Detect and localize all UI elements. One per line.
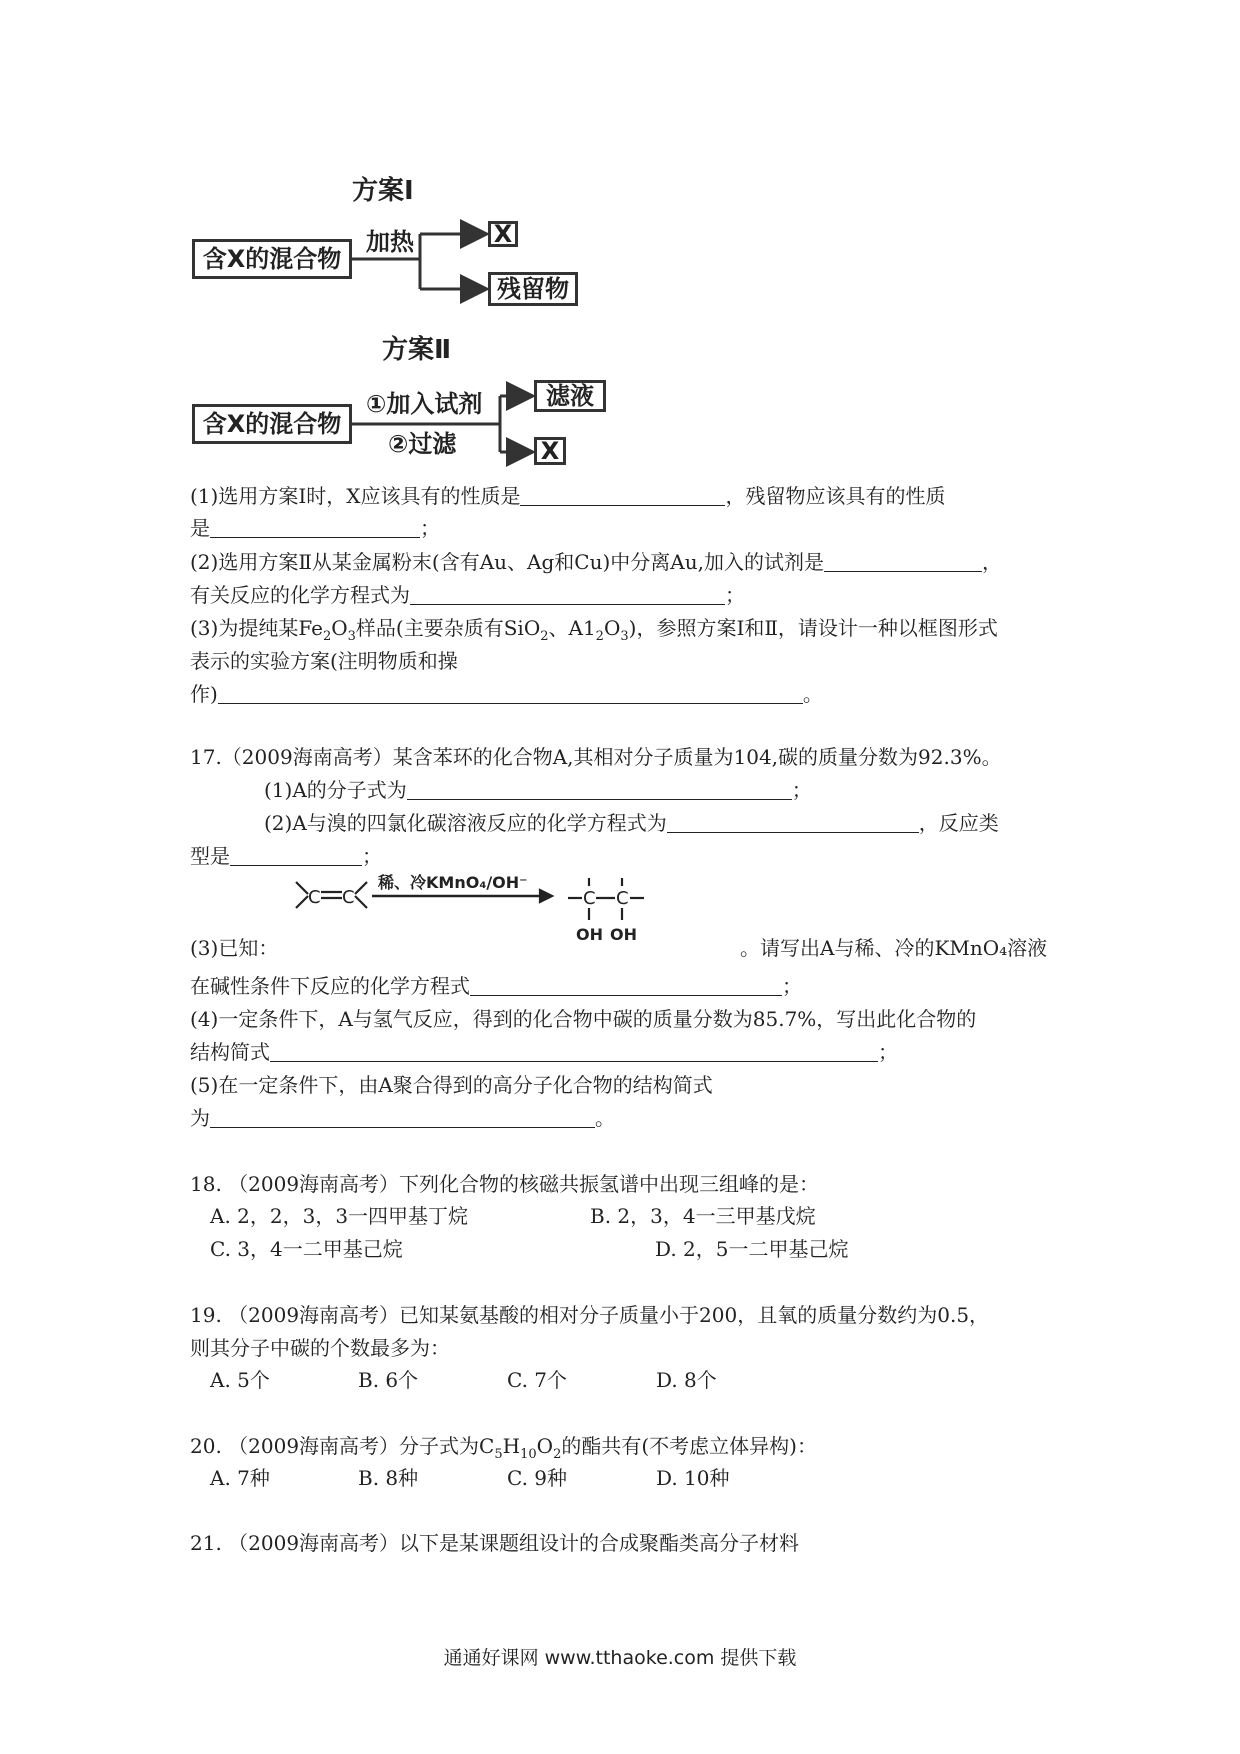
- answer-blank[interactable]: [210, 517, 420, 538]
- q17-part5-line2: 为 。: [190, 1106, 615, 1130]
- q18-option-c[interactable]: C. 3，4一二甲基己烷: [210, 1237, 403, 1261]
- q16-part3-line2: 表示的实验方案(注明物质和操: [190, 649, 458, 673]
- q20-option-a[interactable]: A. 7种: [210, 1466, 270, 1490]
- scheme1-out1-box: X: [488, 221, 518, 247]
- q20-option-c[interactable]: C. 9种: [507, 1466, 568, 1490]
- scheme2-title: 方案Ⅱ: [382, 335, 452, 365]
- answer-blank[interactable]: [270, 1041, 878, 1062]
- q17-part3-line2: 在碱性条件下反应的化学方程式 ；: [190, 974, 802, 998]
- q19-stem-line2: 则其分子中碳的个数最多为：: [190, 1336, 450, 1360]
- q18-stem: 18. （2009海南高考）下列化合物的核磁共振氢谱中出现三组峰的是：: [190, 1172, 820, 1196]
- scheme2-op2-label: ②过滤: [388, 430, 457, 458]
- q19-stem-line1: 19. （2009海南高考）已知某氨基酸的相对分子质量小于200，且氧的质量分数约为0.5，: [190, 1303, 990, 1327]
- answer-blank[interactable]: [470, 975, 782, 996]
- answer-blank[interactable]: [824, 551, 982, 572]
- svg-text:C: C: [342, 887, 355, 908]
- q19-option-a[interactable]: A. 5个: [210, 1368, 270, 1392]
- alkene-oxidation-reaction-figure: [290, 872, 680, 960]
- scheme2-op1-label: ①加入试剂: [366, 390, 483, 418]
- q20-option-d[interactable]: D. 10种: [656, 1466, 730, 1490]
- q19-option-b[interactable]: B. 6个: [358, 1368, 419, 1392]
- answer-blank[interactable]: [407, 779, 792, 800]
- q17-part5-line1: (5)在一定条件下，由A聚合得到的高分子化合物的结构简式: [190, 1073, 713, 1097]
- q17-part4-line1: (4)一定条件下，A与氢气反应，得到的化合物中碳的质量分数为85.7%，写出此化合物的: [190, 1007, 977, 1031]
- q18-option-a[interactable]: A. 2，2，3，3一四甲基丁烷: [210, 1204, 469, 1228]
- hydroxyl-label-2: OH: [610, 925, 637, 944]
- q16-part1-line1: (1)选用方案Ⅰ时，X应该具有的性质是 ，残留物应该具有的性质: [190, 484, 946, 508]
- answer-blank[interactable]: [230, 845, 362, 866]
- answer-blank[interactable]: [210, 1107, 595, 1128]
- scheme1-out2-box: 残留物: [488, 272, 578, 306]
- q17-part3-prompt: 。请写出A与稀、冷的KMnO₄溶液: [740, 936, 1048, 960]
- q17-part4-line2: 结构简式 ；: [190, 1040, 898, 1064]
- q19-option-d[interactable]: D. 8个: [656, 1368, 717, 1392]
- scheme1-start-box: 含X的混合物: [192, 239, 352, 279]
- q18-option-b[interactable]: B. 2，3，4一三甲基戊烷: [590, 1204, 816, 1228]
- page-footer: 通通好课网 www.tthaoke.com 提供下载: [443, 1647, 797, 1669]
- reaction-reagent-label: 稀、冷KMnO₄/OH⁻: [378, 873, 528, 892]
- q19-option-c[interactable]: C. 7个: [507, 1368, 568, 1392]
- scheme2-start-box: 含X的混合物: [192, 404, 352, 444]
- answer-blank[interactable]: [410, 584, 725, 605]
- q18-option-d[interactable]: D. 2，5一二甲基己烷: [655, 1237, 849, 1261]
- scheme1-title: 方案Ⅰ: [352, 176, 414, 206]
- q16-part2-line2: 有关反应的化学方程式为 ；: [190, 583, 745, 607]
- q20-option-b[interactable]: B. 8种: [358, 1466, 419, 1490]
- q20-stem: 20. （2009海南高考）分子式为$C_5H_{10}O_2$的酯共有(不考虑立体异构)：: [190, 1434, 817, 1462]
- scheme2-arrows: [0, 0, 1240, 480]
- answer-blank[interactable]: [667, 812, 919, 833]
- scheme2-out1-box: 滤液: [534, 380, 606, 412]
- svg-text:C: C: [583, 888, 596, 909]
- q21-stem: 21. （2009海南高考）以下是某课题组设计的合成聚酯类高分子材料: [190, 1531, 800, 1555]
- answer-blank[interactable]: [218, 683, 803, 704]
- hydroxyl-label-1: OH: [576, 925, 603, 944]
- q16-part2-line1: (2)选用方案Ⅱ从某金属粉末(含有Au、Ag和Cu)中分离Au,加入的试剂是 ，: [190, 550, 1002, 574]
- svg-text:C: C: [616, 888, 629, 909]
- q17-part1: (1)A的分子式为 ；: [264, 778, 812, 802]
- scheme2-out2-box: X: [534, 437, 566, 465]
- q16-part1-line2: 是 ；: [190, 516, 440, 540]
- q17-part2-line1: (2)A与溴的四氯化碳溶液反应的化学方程式为 ，反应类: [264, 811, 999, 835]
- q17-part2-line2: 型是 ；: [190, 844, 382, 868]
- answer-blank[interactable]: [520, 485, 725, 506]
- q16-part3-line1: (3)为提纯某$Fe_2O_3$样品(主要杂质有SiO$_2$、$A1_2O_3$)，参照方案Ⅰ和Ⅱ，请设计一种以框图形式: [190, 616, 998, 644]
- q17-part3-known: (3)已知：: [190, 936, 279, 960]
- q17-stem: 17.（2009海南高考）某含苯环的化合物A,其相对分子质量为104,碳的质量分数为92.3%。: [190, 745, 1002, 769]
- svg-text:C: C: [308, 887, 321, 908]
- q16-part3-line3: 作) 。: [190, 682, 823, 706]
- scheme1-op-label: 加热: [366, 228, 414, 256]
